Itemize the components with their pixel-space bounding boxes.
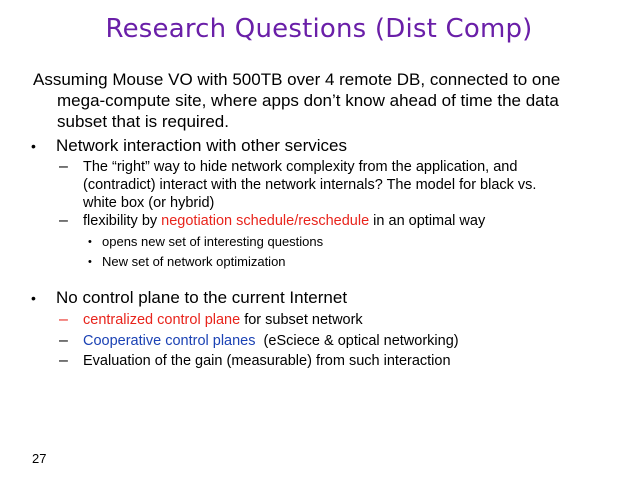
bullet-icon: • bbox=[31, 138, 36, 154]
subitem-centralized bbox=[59, 311, 363, 329]
subitem-hide-complexity bbox=[59, 158, 536, 212]
highlight-negotiation: negotiation schedule/reschedule bbox=[161, 213, 370, 229]
subitem-suffix: for subset network bbox=[240, 312, 363, 328]
dash-icon: – bbox=[59, 311, 68, 328]
subsubitem-network-optimization bbox=[88, 254, 286, 270]
subitem-cooperative bbox=[59, 332, 459, 350]
page-number: 27 bbox=[32, 451, 47, 466]
subitem-flexibility bbox=[59, 212, 485, 230]
subitem-evaluation bbox=[59, 352, 451, 370]
subitem-line-2: (contradict) interact with the network internals? The model for black vs. bbox=[83, 177, 537, 193]
highlight-centralized: centralized control plane bbox=[83, 312, 241, 328]
bullet-icon: • bbox=[88, 256, 92, 268]
intro-paragraph bbox=[33, 69, 623, 132]
highlight-cooperative: Cooperative control planes bbox=[83, 333, 256, 349]
dash-icon: – bbox=[59, 158, 68, 175]
subsubitem-new-questions bbox=[88, 234, 323, 250]
slide-title: Research Questions (Dist Comp) bbox=[105, 14, 533, 44]
subitem-suffix: (eSciece & optical networking) bbox=[255, 333, 459, 349]
bullet-icon: • bbox=[88, 236, 92, 248]
intro-line-2: mega-compute site, where apps don’t know ahead of time the data bbox=[57, 91, 559, 110]
subitem-line-3: white box (or hybrid) bbox=[83, 195, 215, 211]
bullet-no-control-plane bbox=[31, 287, 347, 309]
dash-icon: – bbox=[59, 212, 68, 229]
subitem-line-1: The “right” way to hide network complexity from the application, and bbox=[83, 159, 518, 175]
intro-line-3: subset that is required. bbox=[57, 112, 229, 131]
dash-icon: – bbox=[59, 332, 68, 349]
subsubitem-text: opens new set of interesting questions bbox=[102, 234, 324, 249]
subitem-suffix: in an optimal way bbox=[369, 213, 486, 229]
subitem-text: Evaluation of the gain (measurable) from such interaction bbox=[83, 353, 451, 369]
intro-line-1: Assuming Mouse VO with 500TB over 4 remote DB, connected to one bbox=[33, 70, 561, 89]
bullet-text: No control plane to the current Internet bbox=[56, 288, 348, 307]
dash-icon: – bbox=[59, 352, 68, 369]
bullet-network-interaction bbox=[31, 135, 347, 157]
bullet-text: Network interaction with other services bbox=[56, 136, 348, 155]
subitem-prefix: flexibility by bbox=[83, 213, 162, 229]
bullet-icon: • bbox=[31, 290, 36, 306]
subsubitem-text: New set of network optimization bbox=[102, 254, 286, 269]
